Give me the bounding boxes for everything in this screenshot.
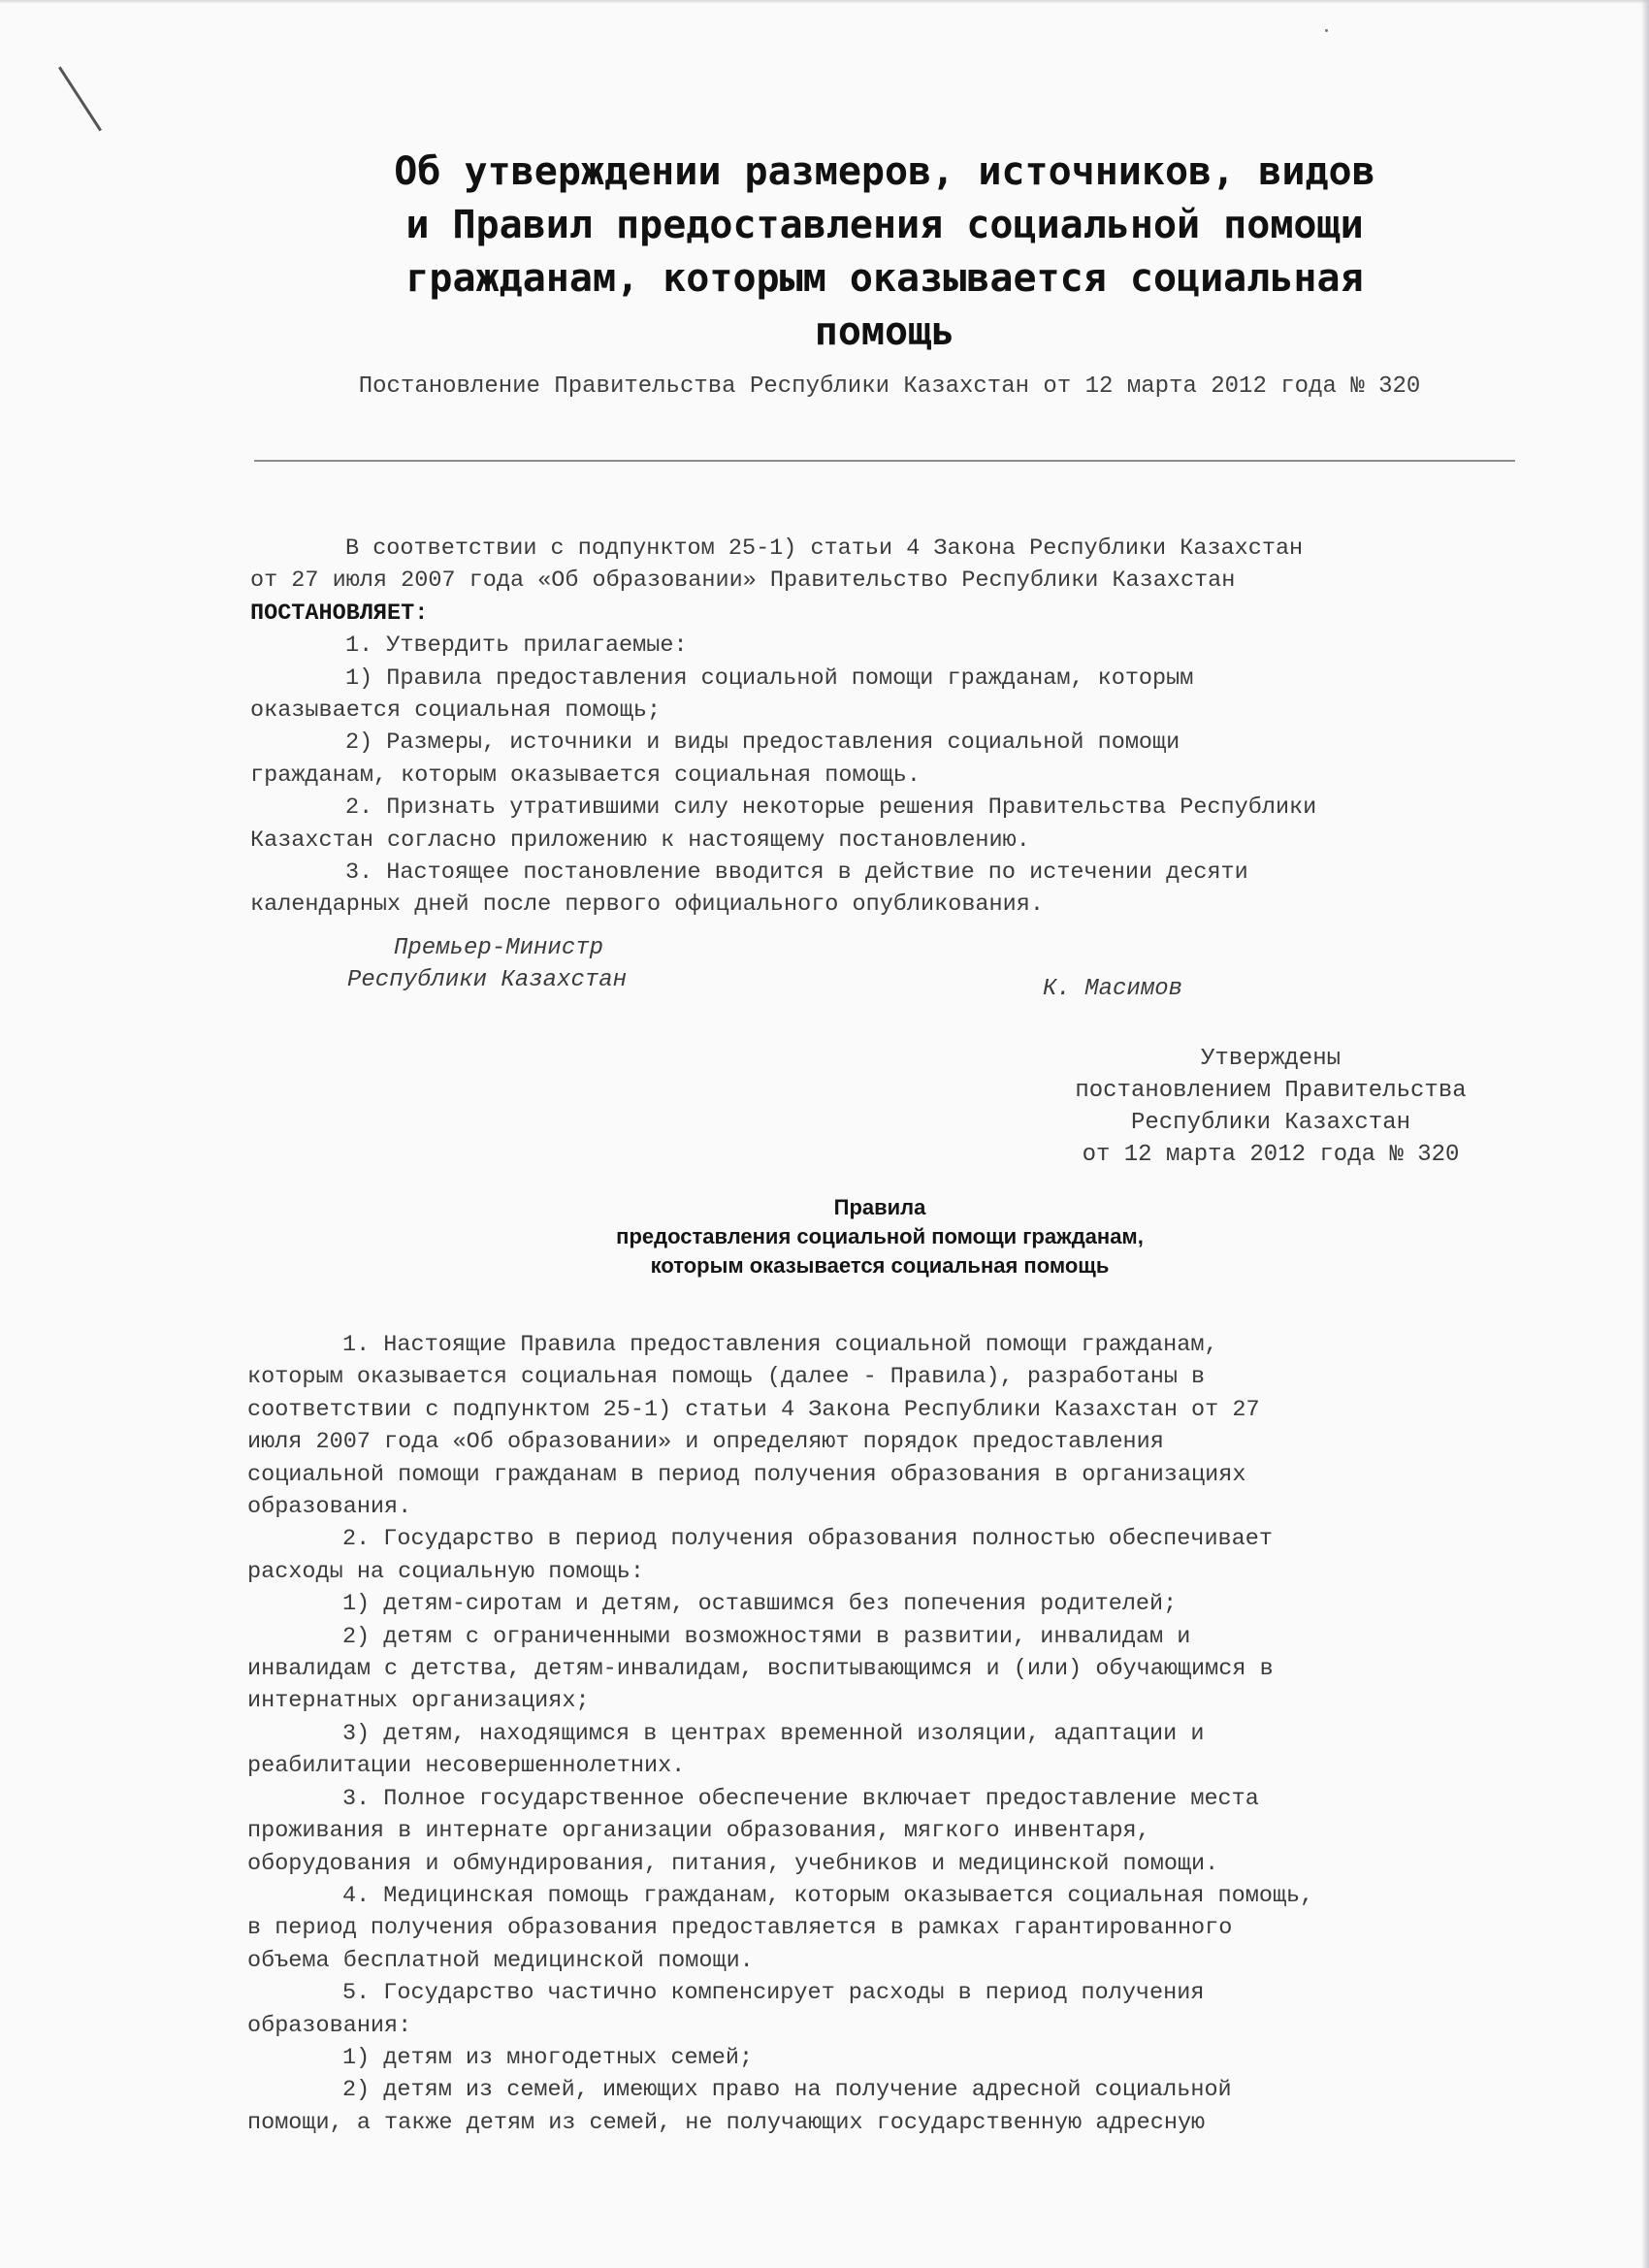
document-title-line: гражданам, которым оказывается социальная [405,256,1364,301]
text-line: 1. Утвердить прилагаемые: [345,632,688,660]
preamble-line: В соответствии с подпунктом 25-1) статьи 4 Закона Республики Казахстан [345,535,1304,562]
text-line: проживания в интернате организации образования, мягкого инвентаря, [247,1818,1150,1845]
text-line: инвалидам с детства, детям-инвалидам, воспитывающимся и (или) обучающимся в [247,1656,1274,1683]
text-line: гражданам, которым оказывается социальная помощь. [250,761,922,789]
document-title-line: Об утверждении размеров, источников, видов [394,149,1375,194]
decree-body [250,533,1531,922]
text-line: оказывается социальная помощь; [250,697,662,725]
text-line: соответствии с подпунктом 25-1) статьи 4 Закона Республики Казахстан от 27 [247,1396,1260,1423]
document-title-line: и Правил предоставления социальной помощи [405,203,1364,247]
decree-word-line [250,598,1531,630]
text-line: реабилитации несовершеннолетних. [247,1753,686,1780]
scan-edge-right [1641,0,1649,2268]
approval-line: Утверждены [1200,1046,1342,1072]
text-line: 2. Признать утратившими силу некоторые решения Правительства Республики [345,794,1317,822]
text-line: 2. Государство в период получения образования полностью обеспечивает [342,1526,1273,1553]
text-line: интернатных организациях; [247,1688,590,1715]
text-line: расходы на социальную помощь: [247,1558,644,1585]
preamble-line: от 27 июля 2007 года «Об образовании» Правительство Республики Казахстан [250,567,1236,595]
text-line: 2) Размеры, источники и виды предоставления социальной помощи [345,729,1180,757]
text-line: в период получения образования предоставляется в рамках гарантированного [247,1915,1233,1942]
text-line: 1) Правила предоставления социальной помощи гражданам, которым [345,664,1194,692]
signature-position [347,932,627,996]
text-line: 4. Медицинская помощь гражданам, которым оказывается социальная помощь, [342,1882,1314,1909]
text-line: образования: [247,2012,412,2039]
text-line: июля 2007 года «Об образовании» и определяют порядок предоставления [247,1429,1164,1456]
rules-title-line: которым оказывается социальная помощь [650,1253,1110,1278]
rules-title-line: Правила [833,1195,926,1219]
pen-stroke-mark [58,66,102,131]
decree-items [250,630,1531,922]
text-line: которым оказывается социальная помощь (далее - Правила), разработаны в [247,1364,1206,1391]
signature-name: К. Масимов [1043,976,1183,1002]
text-line: Казахстан согласно приложению к настоящему постановлению. [250,826,1030,854]
scan-dot-mark [1325,29,1328,32]
text-line: 3) детям, находящимся в центрах временной изоляции, адаптации и [342,1720,1205,1747]
text-line: 1) детям-сиротам и детям, оставшимся без попечения родителей; [342,1591,1178,1618]
decree-word: ПОСТАНОВЛЯЕТ: [250,599,429,627]
text-line: помощи, а также детям из семей, не получающих государственную адресную [247,2109,1206,2136]
text-line: социальной помощи гражданам в период получения образования в организациях [247,1461,1246,1488]
text-line: образования. [247,1494,412,1521]
rules-title-line: предоставления социальной помощи гражданам, [616,1224,1144,1248]
text-line: объема бесплатной медицинской помощи. [247,1947,754,1974]
scan-edge-top [0,0,1649,4]
text-line: 2) детям из семей, имеющих право на получение адресной социальной [342,2077,1232,2104]
document-title [254,146,1515,359]
rules-body [247,1329,1537,2139]
approval-line: Республики Казахстан [1130,1110,1411,1136]
approval-line: от 12 марта 2012 года № 320 [1082,1142,1460,1168]
text-line: 3. Настоящее постановление вводится в действие по истечении десяти [345,859,1248,887]
text-line: 2) детям с ограниченными возможностями в развитии, инвалидам и [342,1623,1191,1650]
signature-position-line: Республики Казахстан [347,967,628,993]
approval-line: постановлением Правительства [1075,1078,1467,1104]
text-line: оборудования и обмундирования, питания, учебников и медицинской помощи. [247,1850,1219,1877]
text-line: календарных дней после первого официального опубликования. [250,891,1044,919]
document-title-line: помощь [814,309,955,354]
text-line: 1. Настоящие Правила предоставления социальной помощи гражданам, [342,1332,1218,1358]
text-line: 1) детям из многодетных семей; [342,2044,754,2071]
rules-title [254,1193,1505,1280]
approval-block [1028,1043,1513,1171]
signature-position-line: Премьер-Министр [394,935,604,961]
title-divider [254,460,1515,462]
text-line: 5. Государство частично компенсирует расходы в период получения [342,1980,1205,2007]
document-subtitle: Постановление Правительства Республики Казахстан от 12 марта 2012 года № 320 [358,373,1421,400]
text-line: 3. Полное государственное обеспечение включает предоставление места [342,1785,1259,1812]
